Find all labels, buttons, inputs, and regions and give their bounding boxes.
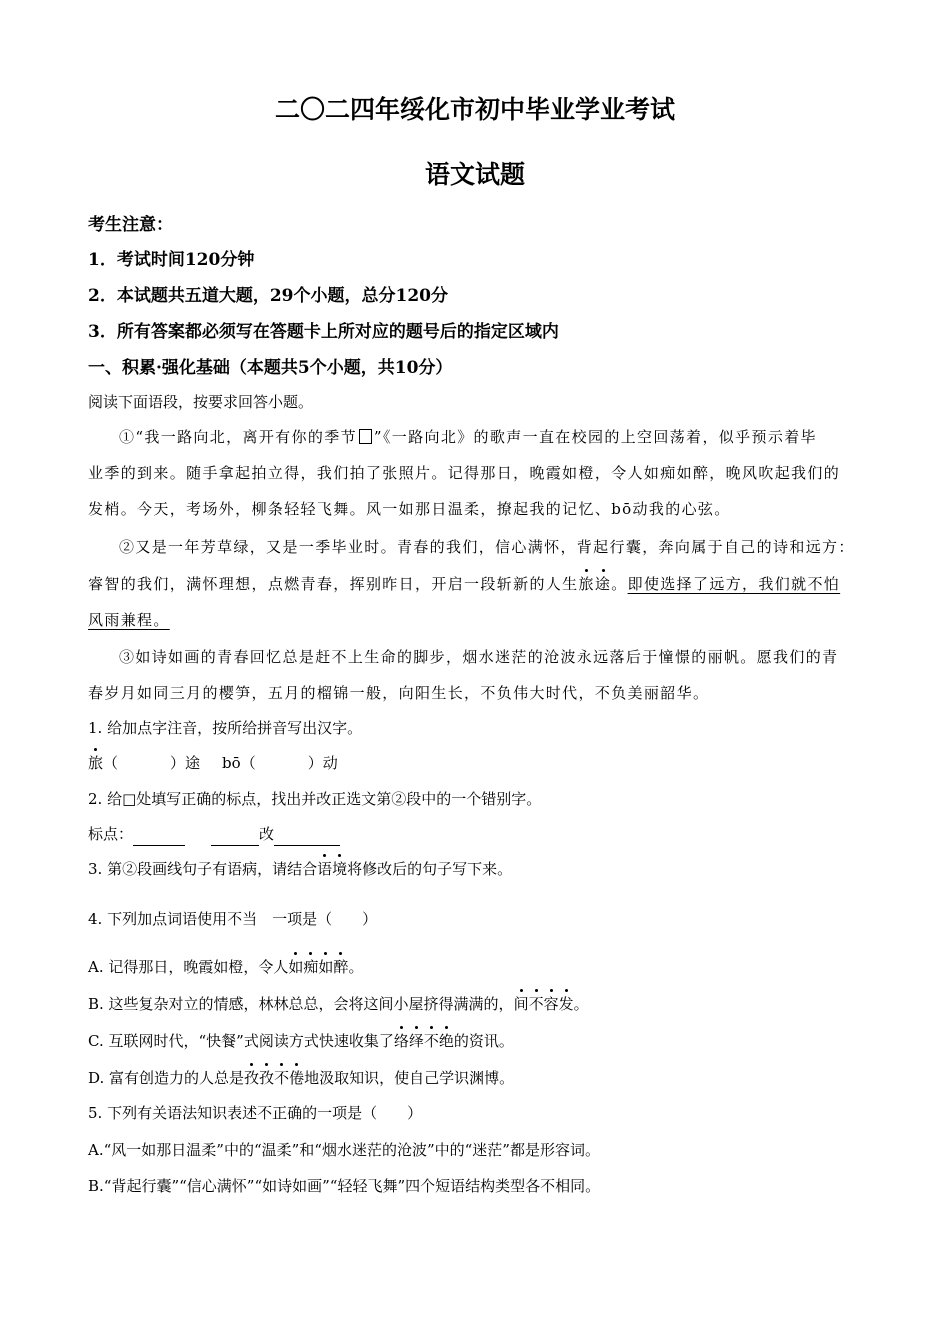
paren-close: ）动: [307, 754, 338, 772]
underlined-sentence: 即使选择了远方，我们就不怕: [627, 575, 841, 593]
question-stem: 2. 给□处填写正确的标点，找出并改正选文第②段中的一个错别字。: [88, 790, 542, 808]
q1-answer-line: [88, 752, 338, 773]
option-a: [88, 956, 363, 977]
dotted-char: 绝: [438, 1032, 454, 1050]
dotted-char: 途: [594, 575, 612, 593]
page-subtitle: 语文试题: [424, 160, 525, 189]
dotted-char: 孜: [259, 1069, 275, 1087]
answer-label: 改: [259, 825, 275, 843]
dotted-char: 不: [274, 1069, 290, 1087]
dotted-word: [317, 860, 347, 878]
option-text: 。: [573, 995, 589, 1013]
stem-text: 3. 第②段画线句子有语病，请结合: [88, 860, 318, 878]
option-b: B.“背起行囊”“信心满怀”“如诗如画”“轻轻飞舞”四个短语结构类型各不相同。: [88, 1177, 601, 1195]
punctuation-blank-box: [359, 429, 372, 444]
passage-line: 业季的到来。随手拿起拍立得，我们拍了张照片。记得那日，晚霞如橙，令人如痴如醉，晚风吹起我们的: [88, 464, 841, 482]
question-stem: 1. 给加点字注音，按所给拼音写出汉字。: [88, 719, 363, 737]
dotted-char: 不: [528, 995, 544, 1013]
section-heading: 一、积累·强化基础（本题共5个小题，共10分）: [88, 358, 453, 378]
option-b: [88, 993, 589, 1014]
question-stem: 4. 下列加点词语使用不当 一项是（ ）: [88, 910, 378, 928]
option-text: 。: [348, 958, 364, 976]
notice-item: 2．本试题共五道大题，29个小题，总分120分: [88, 286, 448, 306]
answer-blank[interactable]: [133, 827, 185, 846]
underlined-sentence: 风雨兼程。: [88, 611, 170, 629]
paren-open: （: [103, 754, 119, 772]
dotted-char: 络: [393, 1032, 409, 1050]
notice-heading: 考生注意：: [88, 215, 173, 235]
dotted-word: [244, 1069, 304, 1087]
option-text: B. 这些复杂对立的情感，林林总总，会将这间小屋挤得满满的，: [88, 995, 514, 1013]
passage-text: 睿智的我们，满怀理想，点燃青春，挥别昨日，开启一段斩新的人生: [88, 575, 579, 593]
passage-text: ”《一路向北》的歌声一直在校园的上空回荡着，似乎预示着毕: [373, 428, 817, 446]
passage-line: ②又是一年芳草绿，又是一季毕业时。青春的我们，信心满怀，背起行囊，奔向属于自己的诗和远方：: [119, 538, 855, 556]
dotted-char: 绎: [408, 1032, 424, 1050]
dotted-char: 醉: [333, 958, 349, 976]
q2-answer-line: [88, 823, 340, 846]
answer-blank[interactable]: [211, 827, 259, 846]
dotted-char: 间: [513, 995, 529, 1013]
dotted-char: 如: [318, 958, 334, 976]
option-c: [88, 1030, 514, 1051]
option-a: A.“风一如那日温柔”中的“温柔”和“烟水迷茫的沧波”中的“迷茫”都是形容词。: [88, 1141, 600, 1159]
dotted-char: 发: [558, 995, 574, 1013]
dotted-word: [514, 995, 574, 1013]
dotted-char: 不: [423, 1032, 439, 1050]
dotted-char: 倦: [289, 1069, 305, 1087]
dotted-word: [394, 1032, 454, 1050]
page-title: 二〇二四年绥化市初中毕业学业考试: [274, 95, 675, 124]
option-text: D. 富有创造力的人总是: [88, 1069, 245, 1087]
pinyin: bō: [222, 754, 241, 772]
question-stem: [88, 858, 512, 879]
option-text: A. 记得那日，晚霞如橙，令人: [88, 958, 289, 976]
dotted-char: 境: [332, 860, 348, 878]
option-text: 地汲取知识，使自己学识渊博。: [304, 1069, 515, 1087]
passage-line: [88, 573, 840, 594]
section-intro: 阅读下面语段，按要求回答小题。: [88, 393, 314, 411]
paren-close: ）途: [170, 754, 201, 772]
option-d: [88, 1067, 514, 1088]
dotted-char: 旅: [88, 754, 104, 772]
dotted-char: 语: [317, 860, 333, 878]
dotted-word: [579, 575, 612, 593]
passage-line: 春岁月如同三月的樱笋，五月的榴锦一般，向阳生长，不负伟大时代，不负美丽韶华。: [88, 684, 710, 702]
option-text: 的资讯。: [453, 1032, 514, 1050]
answer-blank[interactable]: [274, 827, 340, 846]
passage-text: 。: [611, 575, 628, 593]
dotted-char: 旅: [578, 575, 595, 593]
dotted-char: 孜: [244, 1069, 260, 1087]
dotted-word: [288, 958, 348, 976]
passage-line: 发梢。今天，考场外，柳条轻轻飞舞。风一如那日温柔，撩起我的记忆、bō动我的心弦。: [88, 500, 731, 518]
passage-line: ③如诗如画的青春回忆总是赶不上生命的脚步，烟水迷茫的沧波永远落后于憧憬的丽帆。愿我们的青: [119, 648, 839, 666]
passage-text: ①“我一路向北，离开有你的季节: [119, 428, 357, 446]
option-text: C. 互联网时代，“快餐”式阅读方式快速收集了: [88, 1032, 394, 1050]
notice-item: 3．所有答案都必须写在答题卡上所对应的题号后的指定区域内: [88, 322, 559, 342]
dotted-char: 如: [288, 958, 304, 976]
dotted-char: 痴: [303, 958, 319, 976]
notice-item: 1．考试时间120分钟: [88, 250, 255, 270]
stem-text: 将修改后的句子写下来。: [347, 860, 513, 878]
paren-open: （: [240, 754, 256, 772]
passage-line: [119, 426, 817, 447]
question-stem: 5. 下列有关语法知识表述不正确的一项是（ ）: [88, 1104, 423, 1122]
dotted-char: 容: [543, 995, 559, 1013]
answer-label: 标点：: [88, 825, 134, 843]
